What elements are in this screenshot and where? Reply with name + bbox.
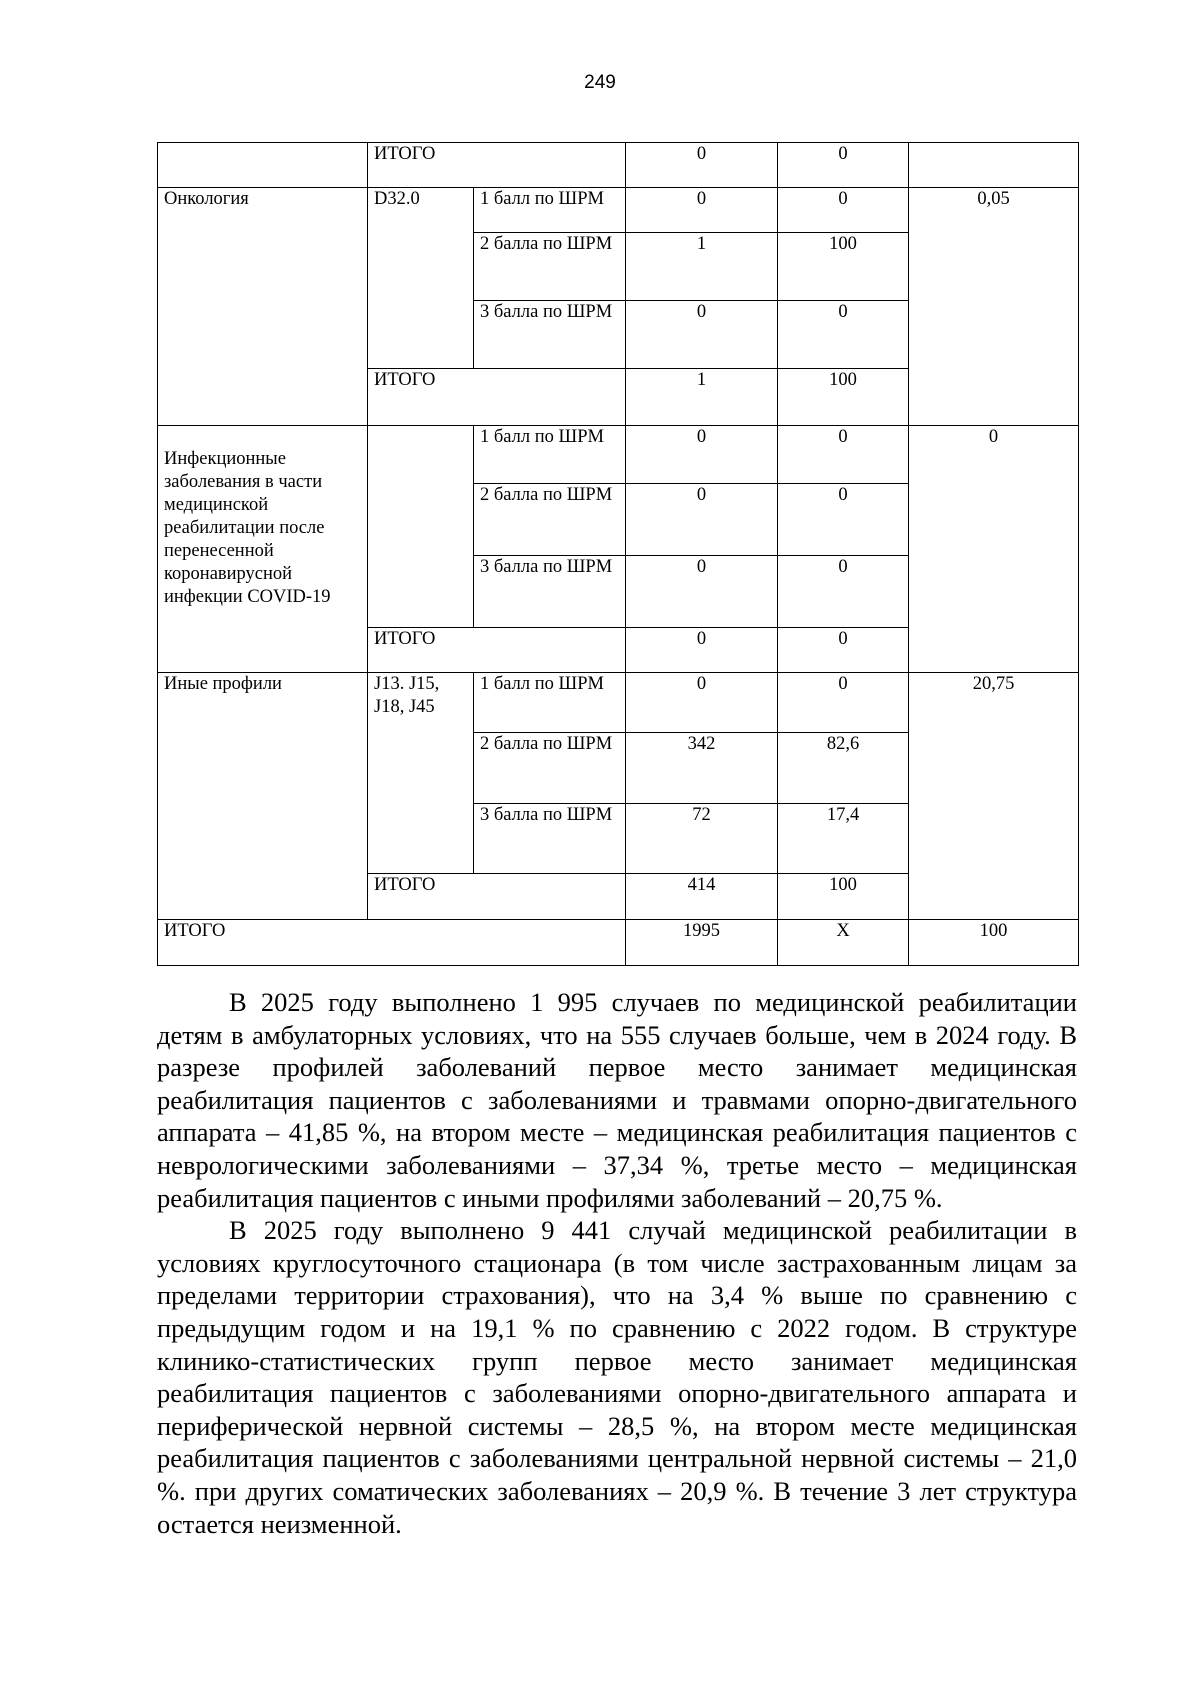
score-cell: 2 балла по ШРМ — [474, 733, 626, 804]
page-number: 249 — [584, 72, 616, 93]
count-cell: 0 — [626, 484, 778, 556]
body-text — [157, 986, 1077, 1540]
count-cell: 414 — [626, 874, 778, 920]
table-row — [158, 143, 1079, 188]
percent-cell: 0 — [778, 556, 909, 628]
codes-cell: D32.0 — [368, 188, 474, 369]
percent-cell: 0 — [778, 188, 909, 233]
percent-cell: 0 — [778, 628, 909, 673]
count-cell: 72 — [626, 804, 778, 874]
score-cell: 1 балл по ШРМ — [474, 426, 626, 484]
paragraph: В 2025 году выполнено 9 441 случай медицинской реабилитации в условиях круглосуточного стационара (в том числе застрахованным лицам за пределами территории страхования), что на 3,4 % выше по сравнению с предыдущим годом и на 19,1 % по сравнению с 2022 годом. В структуре клинико-статистических групп первое место занимает медицинская реабилитация пациентов с заболеваниями опорно-двигательного аппарата и периферической нервной системы – 28,5 %, на втором месте медицинская реабилитация пациентов с заболеваниями центральной нервной системы – 21,0 %. при других соматических заболеваниях – 20,9 %. В течение 3 лет структура остается неизменной. — [157, 1215, 1077, 1539]
count-cell: 0 — [626, 673, 778, 733]
percent-cell: 0 — [778, 301, 909, 369]
share-cell: 0 — [909, 426, 1079, 673]
score-cell: 2 балла по ШРМ — [474, 233, 626, 301]
count-cell: 0 — [626, 556, 778, 628]
grand-total-label: ИТОГО — [158, 920, 626, 966]
count-cell: 1 — [626, 369, 778, 426]
percent-cell: 100 — [778, 874, 909, 920]
subtotal-label: ИТОГО — [368, 628, 626, 673]
grand-total-row — [158, 920, 1079, 966]
profile-cell: Иные профили — [158, 673, 368, 920]
score-cell: 2 балла по ШРМ — [474, 484, 626, 556]
count-cell: 0 — [626, 426, 778, 484]
count-cell: 0 — [626, 628, 778, 673]
count-cell: 1 — [626, 233, 778, 301]
percent-cell: 0 — [778, 484, 909, 556]
count-cell: 0 — [626, 188, 778, 233]
subtotal-label: ИТОГО — [368, 369, 626, 426]
paragraph: В 2025 году выполнено 1 995 случаев по медицинской реабилитации детям в амбулаторных условиях, что на 555 случаев больше, чем в 2024 году. В разрезе профилей заболеваний первое место занимает медицинская реабилитация пациентов с заболеваниями и травмами опорно-двигательного аппарата – 41,85 %, на втором месте – медицинская реабилитация пациентов с неврологическими заболеваниями – 37,34 %, третье место – медицинская реабилитация пациентов с иными профилями заболеваний – 20,75 %. — [157, 987, 1077, 1213]
percent-cell: 100 — [778, 233, 909, 301]
share-cell: 0,05 — [909, 188, 1079, 426]
score-cell: 1 балл по ШРМ — [474, 188, 626, 233]
table-cell-empty — [158, 143, 368, 188]
score-cell: 3 балла по ШРМ — [474, 301, 626, 369]
percent-cell: Х — [778, 920, 909, 966]
count-cell: 0 — [626, 301, 778, 369]
codes-cell: J13. J15, J18, J45 — [368, 673, 474, 874]
rehabilitation-table — [157, 142, 1079, 966]
count-cell: 342 — [626, 733, 778, 804]
subtotal-label: ИТОГО — [368, 143, 626, 188]
percent-cell: 0 — [778, 426, 909, 484]
percent-cell: 0 — [778, 143, 909, 188]
table-row — [158, 426, 1079, 484]
percent-cell: 17,4 — [778, 804, 909, 874]
codes-cell — [368, 426, 474, 628]
percent-cell: 0 — [778, 673, 909, 733]
percent-cell: 82,6 — [778, 733, 909, 804]
profile-cell: Онкология — [158, 188, 368, 426]
score-cell: 3 балла по ШРМ — [474, 804, 626, 874]
share-cell: 20,75 — [909, 673, 1079, 920]
count-cell: 0 — [626, 143, 778, 188]
table-row — [158, 188, 1079, 233]
table-row — [158, 673, 1079, 733]
count-cell: 1995 — [626, 920, 778, 966]
table-cell-empty — [909, 143, 1079, 188]
percent-cell: 100 — [778, 369, 909, 426]
score-cell: 3 балла по ШРМ — [474, 556, 626, 628]
subtotal-label: ИТОГО — [368, 874, 626, 920]
score-cell: 1 балл по ШРМ — [474, 673, 626, 733]
profile-cell: Инфекционные заболевания в части медицинской реабилитации после перенесенной коронавирусной инфекции COVID-19 — [158, 426, 368, 673]
share-cell: 100 — [909, 920, 1079, 966]
